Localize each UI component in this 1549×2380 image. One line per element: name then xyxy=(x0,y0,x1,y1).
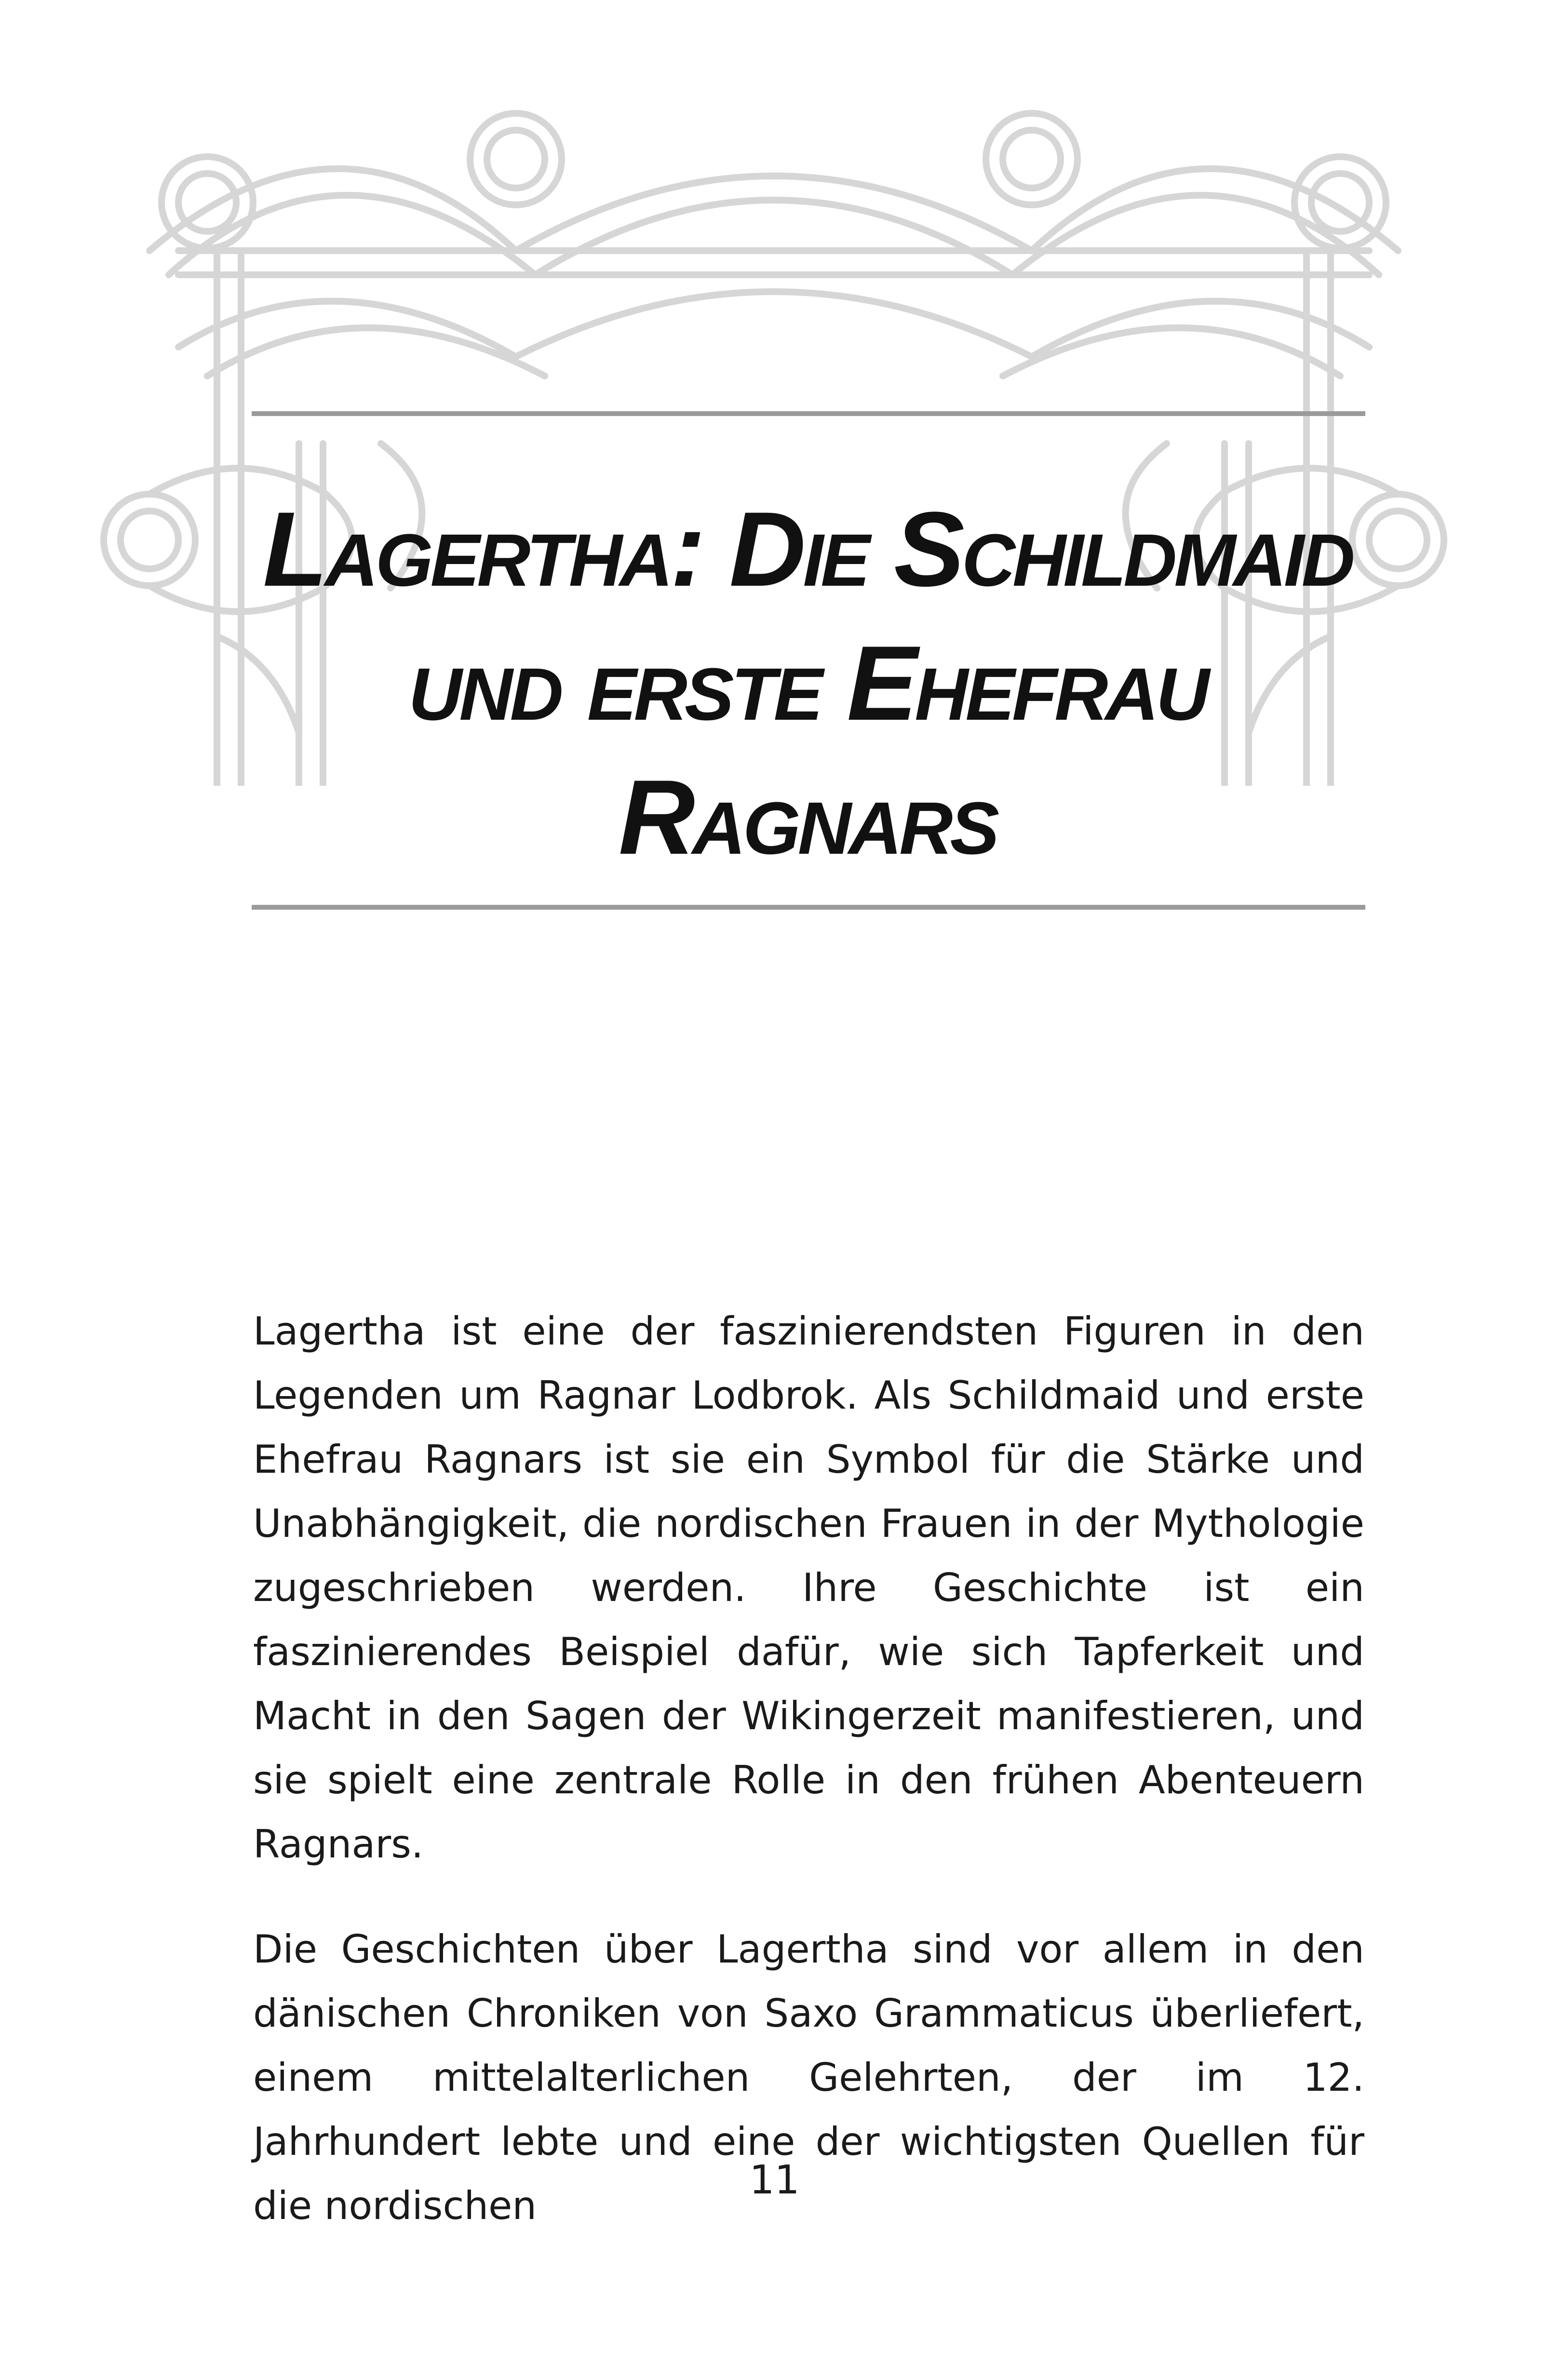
chapter-title xyxy=(231,482,1384,884)
chapter-title-line: Lagertha: Die Schildmaid xyxy=(263,490,1352,608)
paragraph: Die Geschichten über Lagertha sind vor allem in den dänischen Chroniken von Saxo Grammaticus überliefert, einem mittelalterlichen Gelehrten, der im 12. Jahrhundert lebte und eine der wichtigsten Quellen für die nordischen xyxy=(253,1927,1364,2228)
page-number: 11 xyxy=(749,2157,800,2203)
body-text xyxy=(253,1299,1364,2279)
title-rule-top xyxy=(252,411,1365,416)
chapter-title-line: Ragnars xyxy=(618,758,997,876)
paragraph: Lagertha ist eine der faszinierendsten Figuren in den Legenden um Ragnar Lodbrok. Als Schildmaid und erste Ehefrau Ragnars ist sie ein Symbol für die Stärke und Unabhängigkeit, die nordischen Frauen in der Mythologie zugeschrieben werden. Ihre Geschichte ist ein faszinierendes Beispiel dafür, wie sich Tapferkeit und Macht in den Sagen der Wikingerzeit manifestieren, und sie spielt eine zentrale Rolle in den frühen Abenteuern Ragnars. xyxy=(253,1309,1364,1867)
title-rule-bottom xyxy=(252,905,1365,910)
chapter-title-line: und erste Ehefrau xyxy=(408,624,1207,742)
